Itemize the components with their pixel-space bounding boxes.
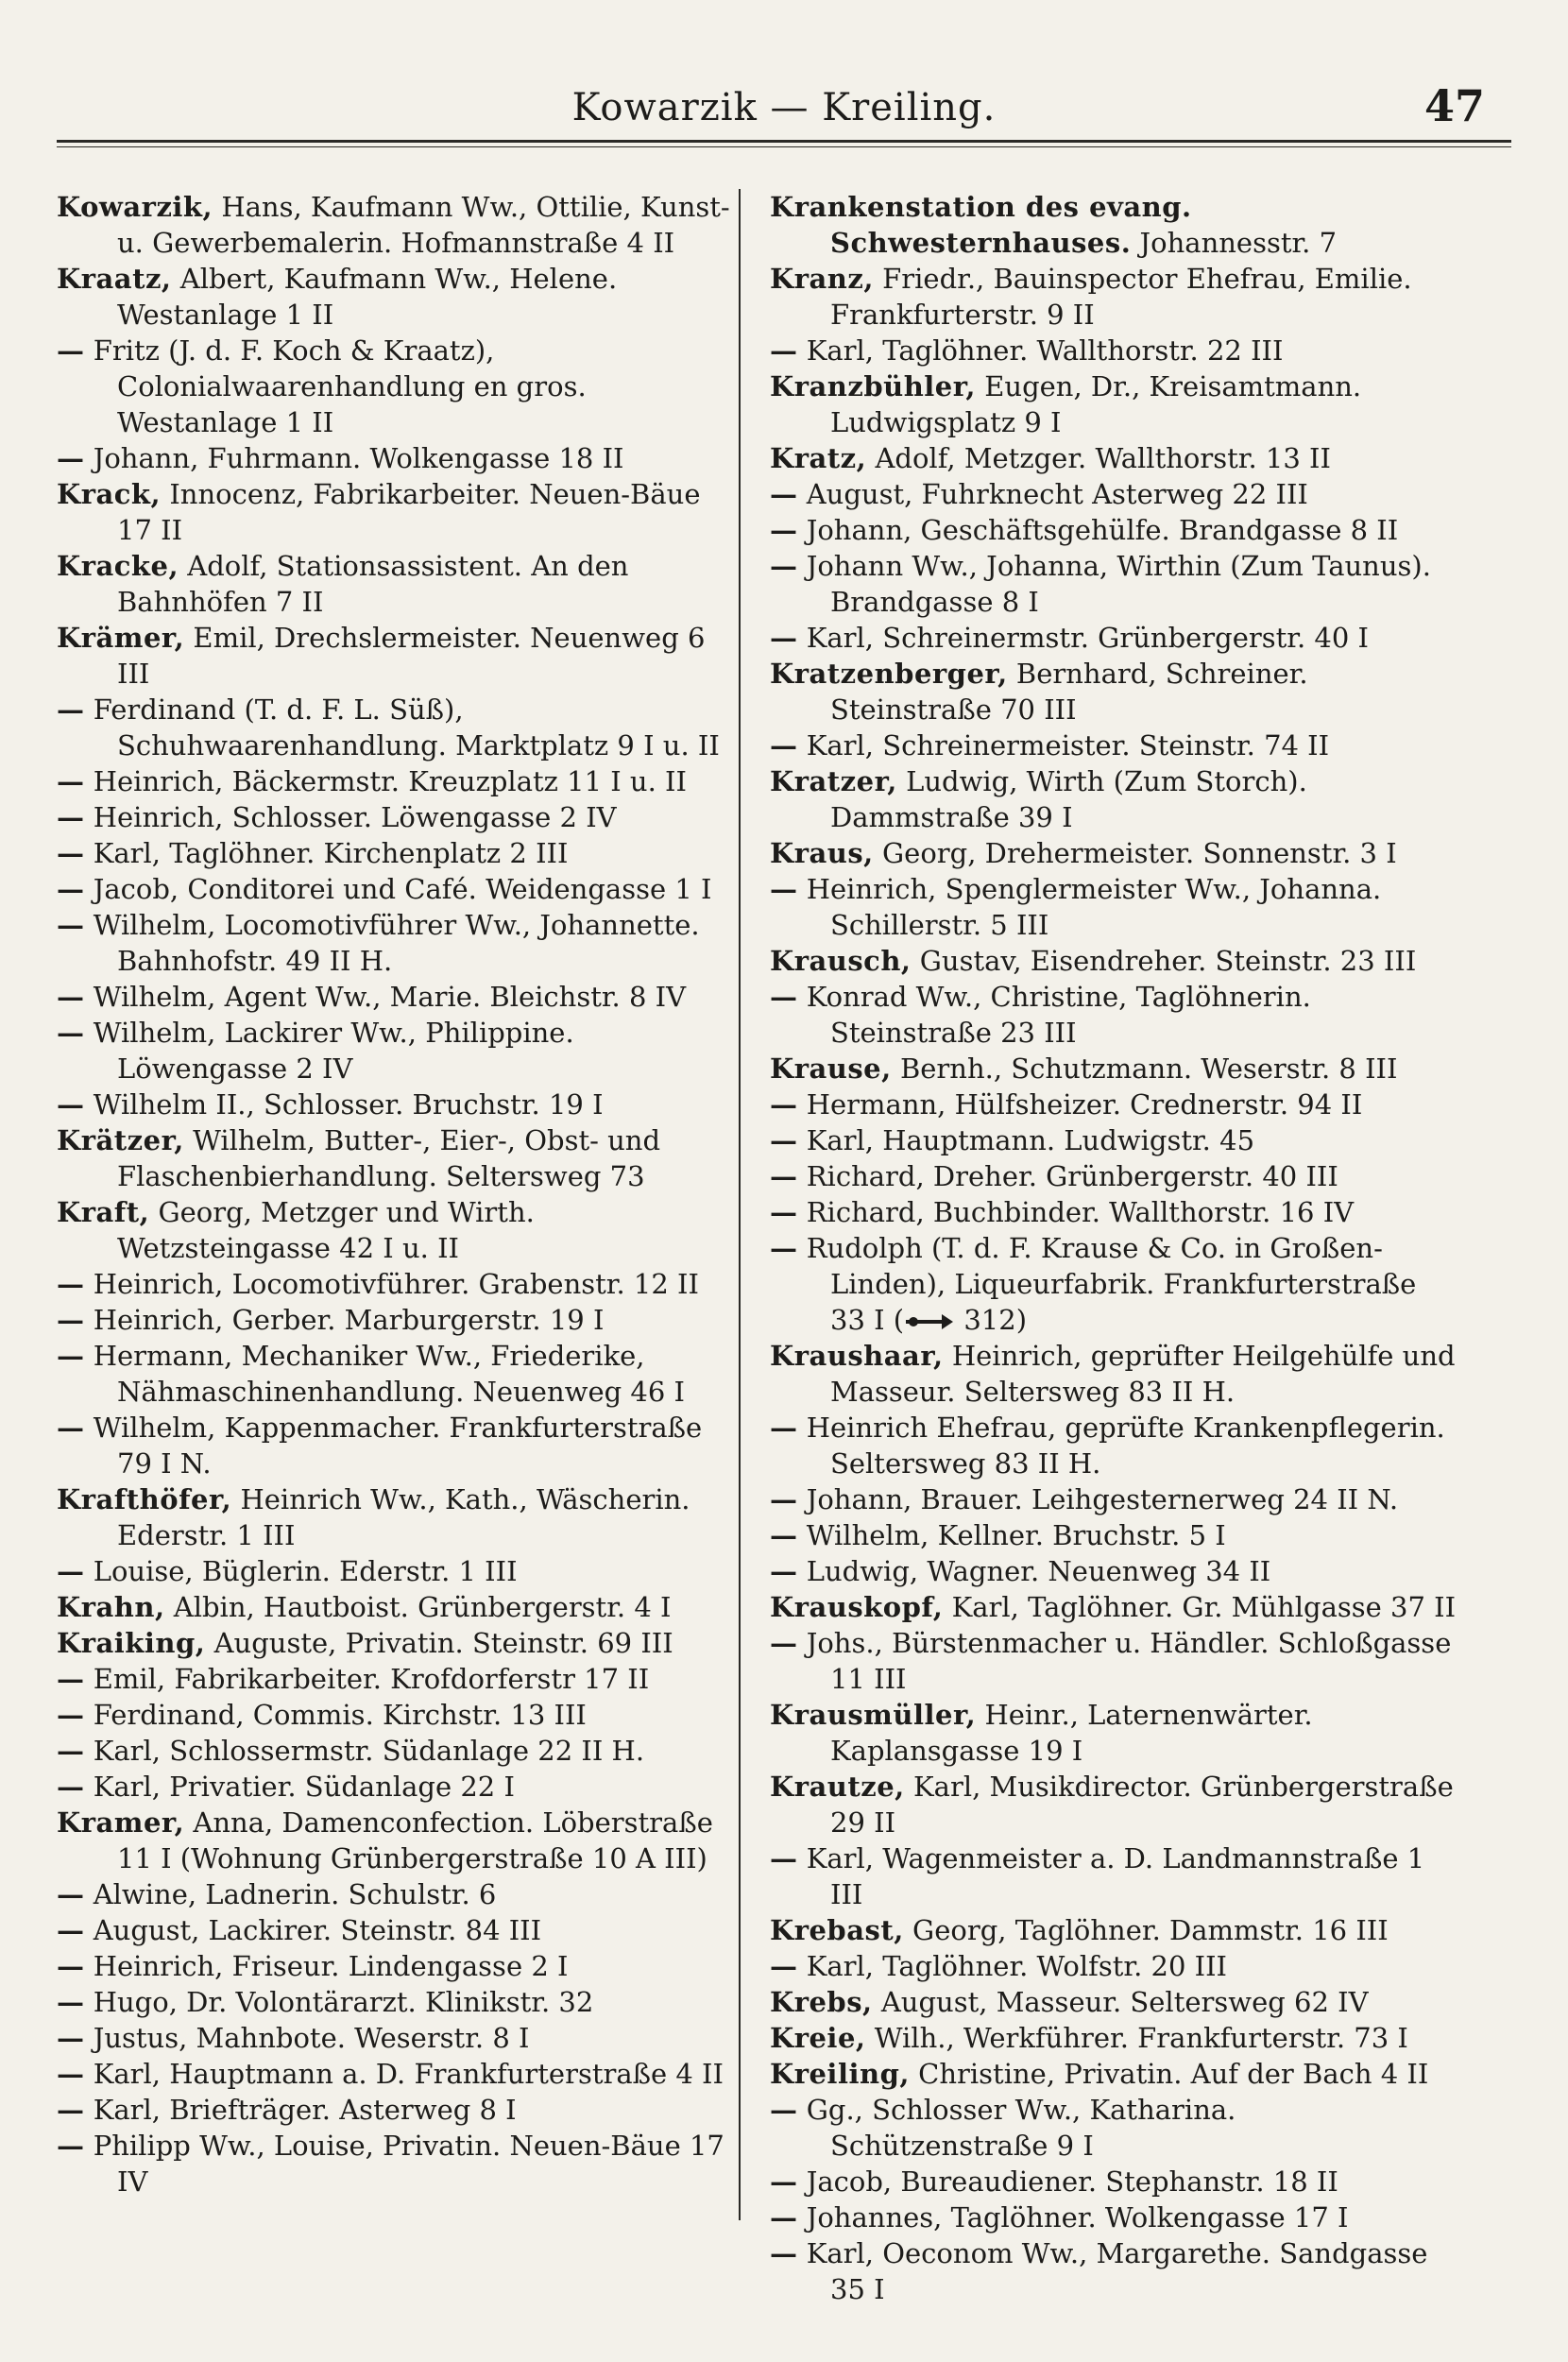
directory-entry xyxy=(770,2092,1459,2164)
entry-surname: — xyxy=(770,729,798,762)
directory-entry xyxy=(57,189,741,261)
entry-surname: — xyxy=(57,1699,85,1731)
entry-surname: — xyxy=(57,837,85,869)
entry-surname: Krahn, xyxy=(57,1591,165,1623)
entry-text: Gg., Schlosser Ww., Katharina. Schützenstraße 9 I xyxy=(806,2094,1236,2162)
entry-text: Karl, Hauptmann a. D. Frankfurterstraße 4 II xyxy=(93,2058,724,2090)
directory-entry xyxy=(770,2020,1459,2056)
entry-text: Friedr., Bauinspector Ehefrau, Emilie. Frankfurterstr. 9 II xyxy=(830,263,1412,331)
entry-surname: Krankenstation des evang. Schwesternhauses. xyxy=(770,191,1192,259)
directory-entry xyxy=(57,1589,741,1625)
entry-text: Johann, Brauer. Leihgesternerweg 24 II N. xyxy=(806,1483,1399,1515)
entry-text: Hugo, Dr. Volontärarzt. Klinikstr. 32 xyxy=(93,1986,594,2018)
entry-text: Heinrich, Schlosser. Löwengasse 2 IV xyxy=(93,801,617,833)
entry-surname: — xyxy=(770,1555,798,1587)
entry-text: Richard, Buchbinder. Wallthorstr. 16 IV xyxy=(806,1196,1355,1228)
directory-entry xyxy=(770,1589,1459,1625)
entry-surname: — xyxy=(770,873,798,905)
entry-text: Ferdinand, Commis. Kirchstr. 13 III xyxy=(93,1699,587,1731)
directory-entry xyxy=(770,1912,1459,1948)
directory-entry xyxy=(770,1194,1459,1230)
directory-entry xyxy=(57,1194,741,1266)
entry-surname: Kraiking, xyxy=(57,1627,206,1659)
directory-entry xyxy=(770,1697,1459,1769)
directory-entry xyxy=(770,189,1459,261)
entry-surname: — xyxy=(57,2094,85,2126)
entry-text: Bernh., Schutzmann. Weserstr. 8 III xyxy=(899,1053,1398,1085)
directory-entry xyxy=(57,1805,741,1876)
entry-text: Karl, Privatier. Südanlage 22 I xyxy=(93,1771,515,1803)
entry-surname: Krätzer, xyxy=(57,1124,184,1156)
directory-entry xyxy=(770,368,1459,440)
entry-text: Alwine, Ladnerin. Schulstr. 6 xyxy=(93,1878,497,1910)
entry-surname: Kraatz, xyxy=(57,263,172,295)
directory-entry xyxy=(57,1302,741,1338)
entry-surname: Kratz, xyxy=(770,442,867,474)
entry-text: Heinrich Ehefrau, geprüfte Krankenpflegerin. Seltersweg 83 II H. xyxy=(806,1412,1445,1480)
entry-surname: Kraus, xyxy=(770,837,874,869)
directory-entry xyxy=(57,2092,741,2128)
entry-surname: Kreiling, xyxy=(770,2058,910,2090)
entry-text: Ludwig, Wirth (Zum Storch). Dammstraße 39 I xyxy=(830,765,1307,833)
entry-surname: Kranzbühler, xyxy=(770,370,977,402)
directory-entry xyxy=(57,1087,741,1122)
directory-entry xyxy=(770,1051,1459,1087)
entry-surname: — xyxy=(57,1735,85,1767)
directory-entry xyxy=(57,1769,741,1805)
entry-surname: — xyxy=(770,550,798,582)
page-header xyxy=(57,80,1511,146)
entry-surname: — xyxy=(57,1268,85,1300)
entry-surname: — xyxy=(770,1124,798,1156)
entry-text: Heinrich Ww., Kath., Wäscherin. Ederstr. 1 III xyxy=(117,1483,690,1551)
directory-entry xyxy=(770,620,1459,656)
directory-entry xyxy=(57,548,741,620)
entry-text: Wilhelm II., Schlosser. Bruchstr. 19 I xyxy=(93,1088,604,1121)
entry-text: Wilhelm, Butter-, Eier-, Obst- und Flaschenbierhandlung. Seltersweg 73 xyxy=(117,1124,661,1192)
entry-surname: — xyxy=(57,334,85,367)
entry-surname: — xyxy=(57,801,85,833)
directory-entry xyxy=(770,512,1459,548)
directory-entry xyxy=(770,2056,1459,2092)
entry-surname: — xyxy=(57,693,85,726)
entry-surname: — xyxy=(57,1304,85,1336)
page-number: 47 xyxy=(1423,80,1485,131)
directory-entry xyxy=(770,1481,1459,1517)
entry-surname: — xyxy=(57,2058,85,2090)
directory-entry xyxy=(770,1948,1459,1984)
entry-text: Philipp Ww., Louise, Privatin. Neuen-Bäue 17 IV xyxy=(93,2130,724,2198)
directory-entry xyxy=(770,440,1459,476)
entry-surname: Krauskopf, xyxy=(770,1591,944,1623)
directory-entry xyxy=(57,692,741,763)
entry-surname: Krebast, xyxy=(770,1914,904,1946)
directory-entry xyxy=(57,1876,741,1912)
directory-entry xyxy=(57,1122,741,1194)
directory-entry xyxy=(57,907,741,979)
entry-surname: Krafthöfer, xyxy=(57,1483,232,1515)
entry-surname: — xyxy=(57,1412,85,1444)
entry-surname: — xyxy=(57,1914,85,1946)
directory-entry xyxy=(57,1410,741,1481)
directory-entry xyxy=(57,476,741,548)
entry-text: Heinrich, Bäckermstr. Kreuzplatz 11 I u. II xyxy=(93,765,687,797)
entry-surname: — xyxy=(770,2201,798,2234)
entry-text: Jacob, Conditorei und Café. Weidengasse 1 I xyxy=(93,873,712,905)
entry-surname: Krack, xyxy=(57,478,162,510)
entry-text: Justus, Mahnbote. Weserstr. 8 I xyxy=(93,2022,530,2054)
directory-entry xyxy=(770,1984,1459,2020)
directory-entry xyxy=(770,1158,1459,1194)
directory-entry xyxy=(57,1553,741,1589)
entry-surname: — xyxy=(57,1771,85,1803)
entry-surname: — xyxy=(770,1196,798,1228)
header-rule xyxy=(57,140,1511,143)
directory-entry xyxy=(770,656,1459,727)
entry-surname: — xyxy=(770,1842,798,1874)
entry-text: Wilhelm, Lackirer Ww., Philippine. Löwengasse 2 IV xyxy=(93,1017,574,1085)
entry-text: Gustav, Eisendreher. Steinstr. 23 III xyxy=(919,945,1417,977)
entry-text: Karl, Wagenmeister a. D. Landmannstraße 1 III xyxy=(806,1842,1425,1910)
entry-text: Karl, Taglöhner. Wallthorstr. 22 III xyxy=(806,334,1284,367)
entry-text: Georg, Drehermeister. Sonnenstr. 3 I xyxy=(882,837,1397,869)
directory-entry xyxy=(770,1553,1459,1589)
entry-surname: — xyxy=(57,909,85,941)
entry-text: Johannesstr. 7 xyxy=(1139,227,1338,259)
entry-text: Ludwig, Wagner. Neuenweg 34 II xyxy=(806,1555,1271,1587)
entry-surname: — xyxy=(57,1878,85,1910)
entry-text: Christine, Privatin. Auf der Bach 4 II xyxy=(918,2058,1429,2090)
directory-entry xyxy=(770,871,1459,943)
entry-text: Karl, Taglöhner. Gr. Mühlgasse 37 II xyxy=(951,1591,1457,1623)
entry-text: Johs., Bürstenmacher u. Händler. Schloßgasse 11 III xyxy=(806,1627,1452,1695)
entry-surname: Kowarzik, xyxy=(57,191,213,223)
entry-text: Hermann, Mechaniker Ww., Friederike, Nähmaschinenhandlung. Neuenweg 46 I xyxy=(93,1340,685,1408)
entry-text: Albin, Hautboist. Grünbergerstr. 4 I xyxy=(173,1591,672,1623)
directory-entry xyxy=(770,1625,1459,1697)
entry-text: Hermann, Hülfsheizer. Crednerstr. 94 II xyxy=(806,1088,1363,1121)
entry-surname: — xyxy=(770,1483,798,1515)
directory-entry xyxy=(57,2056,741,2092)
entry-surname: — xyxy=(57,873,85,905)
directory-entry xyxy=(57,1338,741,1410)
directory-entry xyxy=(770,1769,1459,1840)
entry-text: Auguste, Privatin. Steinstr. 69 III xyxy=(213,1627,673,1659)
entry-surname: Kramer, xyxy=(57,1806,185,1839)
entry-text: Wilhelm, Kappenmacher. Frankfurterstraße 79 I N. xyxy=(93,1412,703,1480)
right-column xyxy=(770,189,1459,2307)
entry-surname: — xyxy=(770,2237,798,2269)
entry-surname: — xyxy=(57,1017,85,1049)
entry-text: Bernhard, Schreiner. Steinstraße 70 III xyxy=(830,658,1308,726)
entry-surname: — xyxy=(770,514,798,546)
entry-surname: — xyxy=(770,1412,798,1444)
entry-text: Ferdinand (T. d. F. L. Süß), Schuhwaarenhandlung. Marktplatz 9 I u. II xyxy=(93,693,720,762)
entry-surname: Kraushaar, xyxy=(770,1340,944,1372)
directory-entry xyxy=(57,1948,741,1984)
entry-surname: — xyxy=(770,1088,798,1121)
entry-surname: — xyxy=(57,1950,85,1982)
directory-entry xyxy=(770,1840,1459,1912)
entry-text: Innocenz, Fabrikarbeiter. Neuen-Bäue 17 II xyxy=(117,478,701,546)
directory-entry xyxy=(770,1410,1459,1481)
directory-entry xyxy=(770,1087,1459,1122)
entry-surname: Kracke, xyxy=(57,550,179,582)
entry-surname: — xyxy=(770,334,798,367)
entry-surname: — xyxy=(770,622,798,654)
entry-text: Wilhelm, Agent Ww., Marie. Bleichstr. 8 IV xyxy=(93,981,687,1013)
directory-entry xyxy=(770,1517,1459,1553)
directory-entry xyxy=(770,2235,1459,2307)
directory-entry xyxy=(57,1015,741,1087)
entry-text: Adolf, Metzger. Wallthorstr. 13 II xyxy=(875,442,1331,474)
entry-text: Heinrich, Friseur. Lindengasse 2 I xyxy=(93,1950,569,1982)
entry-text: Johann, Geschäftsgehülfe. Brandgasse 8 II xyxy=(806,514,1399,546)
entry-surname: — xyxy=(57,1986,85,2018)
entry-text: Georg, Taglöhner. Dammstr. 16 III xyxy=(912,1914,1389,1946)
entry-text: Karl, Musikdirector. Grünbergerstraße 29 II xyxy=(830,1771,1454,1839)
directory-entry xyxy=(770,2199,1459,2235)
directory-entry xyxy=(770,2164,1459,2199)
entry-text: Wilhelm, Locomotivführer Ww., Johannette. Bahnhofstr. 49 II H. xyxy=(93,909,700,977)
entry-text: Hans, Kaufmann Ww., Ottilie, Kunst- u. Gewerbemalerin. Hofmannstraße 4 II xyxy=(117,191,730,259)
entry-surname: — xyxy=(57,1663,85,1695)
entry-text: Karl, Schreinermstr. Grünbergerstr. 40 I xyxy=(806,622,1369,654)
directory-entry xyxy=(57,1481,741,1553)
entry-surname: — xyxy=(770,1519,798,1551)
entry-surname: Kranz, xyxy=(770,263,874,295)
entry-surname: — xyxy=(57,1340,85,1372)
entry-text: Johann, Fuhrmann. Wolkengasse 18 II xyxy=(93,442,624,474)
entry-text: Jacob, Bureaudiener. Stephanstr. 18 II xyxy=(806,2165,1338,2198)
directory-entry xyxy=(57,2128,741,2199)
directory-entry xyxy=(57,333,741,440)
entry-text: Rudolph (T. d. F. Krause & Co. in Großen-Linden), Liqueurfabrik. Frankfurterstraße 33 I xyxy=(806,1232,1417,1336)
entry-text: August, Masseur. Seltersweg 62 IV xyxy=(880,1986,1369,2018)
directory-entry xyxy=(770,835,1459,871)
entry-surname: — xyxy=(770,1232,798,1264)
directory-entry xyxy=(57,979,741,1015)
entry-text: Heinrich, geprüfter Heilgehülfe und Masseur. Seltersweg 83 II H. xyxy=(830,1340,1456,1408)
directory-entry xyxy=(770,1122,1459,1158)
entry-text: Wilhelm, Kellner. Bruchstr. 5 I xyxy=(806,1519,1226,1551)
entry-surname: — xyxy=(770,1950,798,1982)
left-column xyxy=(57,189,741,2199)
directory-entry xyxy=(57,2020,741,2056)
directory-entry xyxy=(57,1984,741,2020)
directory-entry xyxy=(57,620,741,692)
entry-surname: — xyxy=(770,2094,798,2126)
entry-surname: Kreie, xyxy=(770,2022,866,2054)
entry-surname: Krautze, xyxy=(770,1771,905,1803)
directory-entry xyxy=(770,943,1459,979)
entry-surname: — xyxy=(57,1555,85,1587)
entry-text: Wilh., Werkführer. Frankfurterstr. 73 I xyxy=(874,2022,1408,2054)
directory-entry xyxy=(57,799,741,835)
entry-surname: — xyxy=(57,2022,85,2054)
entry-surname: Krebs, xyxy=(770,1986,873,2018)
entry-text: Karl, Hauptmann. Ludwigstr. 45 xyxy=(806,1124,1255,1156)
phone-number: 312 xyxy=(963,1304,1016,1336)
entry-surname: Krause, xyxy=(770,1053,892,1085)
entry-text: Karl, Schlossermstr. Südanlage 22 II H. xyxy=(93,1735,645,1767)
entry-text: Heinrich, Locomotivführer. Grabenstr. 12 II xyxy=(93,1268,699,1300)
entry-text: Adolf, Stationsassistent. An den Bahnhöfen 7 II xyxy=(117,550,629,618)
directory-entry xyxy=(57,1697,741,1733)
entry-text: Johannes, Taglöhner. Wolkengasse 17 I xyxy=(806,2201,1349,2234)
entry-surname: — xyxy=(57,442,85,474)
entry-surname: — xyxy=(770,1627,798,1659)
directory-entry xyxy=(770,476,1459,512)
entry-text: Heinrich, Gerber. Marburgerstr. 19 I xyxy=(93,1304,605,1336)
directory-entry xyxy=(770,727,1459,763)
directory-entry: — Rudolph (T. d. F. Krause & Co. in Großen-Linden), Liqueurfabrik. Frankfurterstraße 33 I ( 312) xyxy=(770,1232,1417,1336)
directory-entry xyxy=(770,333,1459,368)
entry-text: Richard, Dreher. Grünbergerstr. 40 III xyxy=(806,1160,1338,1192)
entry-text: Karl, Taglöhner. Kirchenplatz 2 III xyxy=(93,837,569,869)
entry-text: Emil, Fabrikarbeiter. Krofdorferstr 17 II xyxy=(93,1663,650,1695)
entry-text: Eugen, Dr., Kreisamtmann. Ludwigsplatz 9 I xyxy=(830,370,1362,438)
entry-text: Karl, Schreinermeister. Steinstr. 74 II xyxy=(806,729,1330,762)
directory-entry xyxy=(57,835,741,871)
directory-entry xyxy=(57,1266,741,1302)
directory-entry xyxy=(57,261,741,333)
entry-surname: — xyxy=(57,981,85,1013)
entry-text: Heinrich, Spenglermeister Ww., Johanna. Schillerstr. 5 III xyxy=(806,873,1382,941)
entry-text: August, Fuhrknecht Asterweg 22 III xyxy=(806,478,1308,510)
entry-surname: — xyxy=(57,765,85,797)
running-head: Kowarzik — Kreiling. xyxy=(571,86,997,129)
entry-text: Karl, Taglöhner. Wolfstr. 20 III xyxy=(806,1950,1227,1982)
entry-text: Karl, Briefträger. Asterweg 8 I xyxy=(93,2094,517,2126)
entry-text: Fritz (J. d. F. Koch & Kraatz), Colonialwaarenhandlung en gros. Westanlage 1 II xyxy=(93,334,587,438)
entry-surname: — xyxy=(770,2165,798,2198)
column-divider xyxy=(739,189,741,2220)
entry-surname: Krämer, xyxy=(57,622,185,654)
entry-text: Albert, Kaufmann Ww., Helene. Westanlage 1 II xyxy=(117,263,618,331)
entry-surname: — xyxy=(770,981,798,1013)
entry-surname: Kraft, xyxy=(57,1196,150,1228)
directory-entry xyxy=(57,1912,741,1948)
directory-entry xyxy=(770,548,1459,620)
directory-entry xyxy=(57,1661,741,1697)
directory-entry xyxy=(57,440,741,476)
header-rule-thin xyxy=(57,146,1511,147)
directory-entry xyxy=(770,763,1459,835)
entry-surname: — xyxy=(57,1088,85,1121)
directory-entry xyxy=(57,871,741,907)
entry-text: August, Lackirer. Steinstr. 84 III xyxy=(93,1914,542,1946)
entry-surname: Krausch, xyxy=(770,945,912,977)
directory-entry xyxy=(57,1733,741,1769)
entry-text: Johann Ww., Johanna, Wirthin (Zum Taunus). Brandgasse 8 I xyxy=(806,550,1431,618)
entry-surname: — xyxy=(770,478,798,510)
entry-surname: Krausmüller, xyxy=(770,1699,977,1731)
entry-text: Emil, Drechslermeister. Neuenweg 6 III xyxy=(117,622,706,690)
entry-text: Louise, Büglerin. Ederstr. 1 III xyxy=(93,1555,518,1587)
entry-text: Anna, Damenconfection. Löberstraße 11 I (Wohnung Grünbergerstraße 10 A III) xyxy=(117,1806,713,1874)
directory-entry xyxy=(57,763,741,799)
entry-text: Konrad Ww., Christine, Taglöhnerin. Steinstraße 23 III xyxy=(806,981,1311,1049)
directory-entry xyxy=(57,1625,741,1661)
directory-entry xyxy=(770,1338,1459,1410)
entry-text: Georg, Metzger und Wirth. Wetzsteingasse 42 I u. II xyxy=(117,1196,535,1264)
directory-entry xyxy=(770,261,1459,333)
entry-surname: Kratzenberger, xyxy=(770,658,1008,690)
directory-entry xyxy=(770,979,1459,1051)
entry-text: Karl, Oeconom Ww., Margarethe. Sandgasse 35 I xyxy=(806,2237,1428,2305)
entry-surname: — xyxy=(57,2130,85,2162)
entry-surname: — xyxy=(770,1160,798,1192)
telephone-icon xyxy=(904,1312,955,1331)
entry-text: Heinr., Laternenwärter. Kaplansgasse 19 I xyxy=(830,1699,1313,1767)
entry-surname: Kratzer, xyxy=(770,765,897,797)
